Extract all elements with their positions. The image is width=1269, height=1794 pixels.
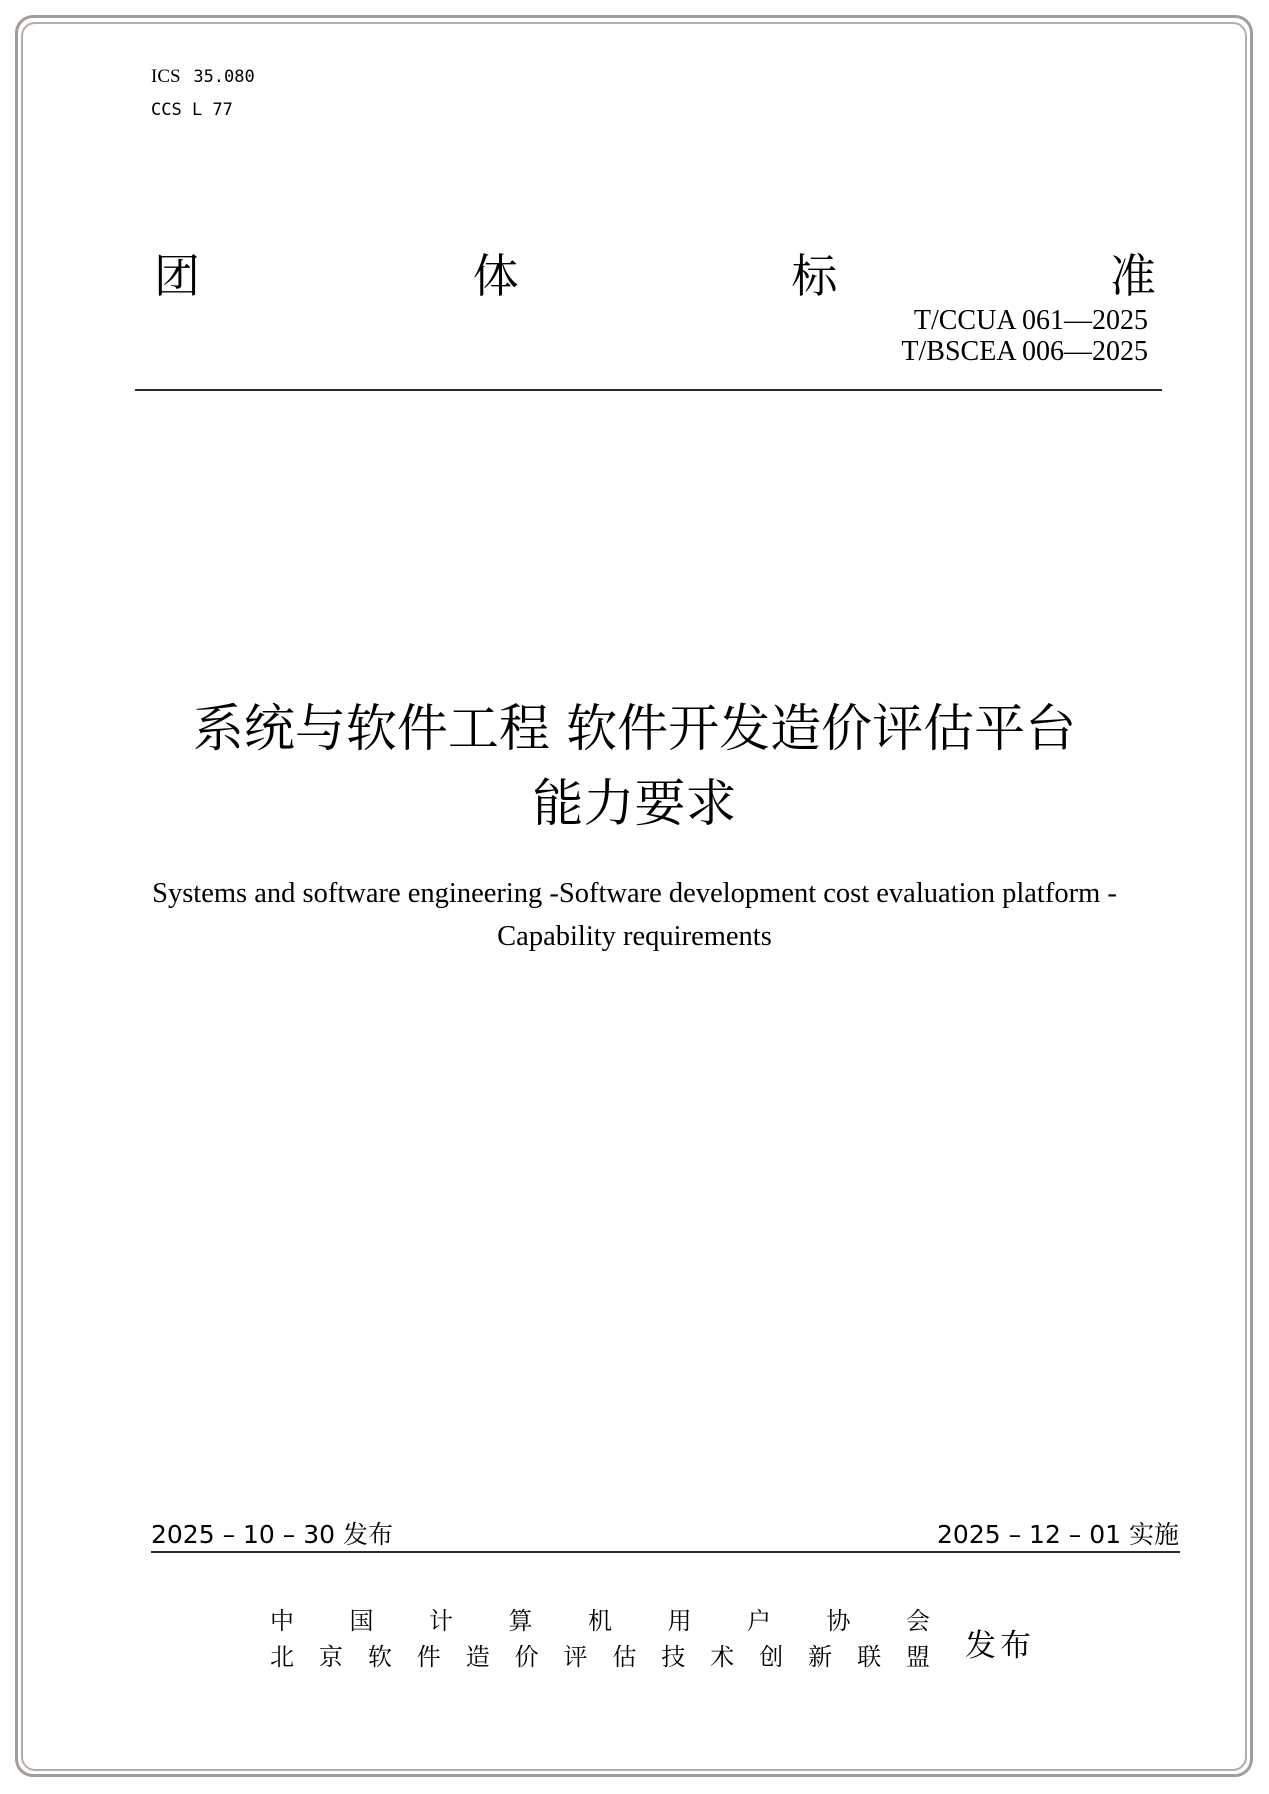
standard-codes xyxy=(901,305,1148,367)
standard-type-char: 体 xyxy=(472,249,519,303)
publisher-char: 造 xyxy=(465,1643,490,1671)
ccs-classification: CCS L 77 xyxy=(151,100,233,120)
publisher-char: 中 xyxy=(270,1607,294,1635)
publisher-char: 新 xyxy=(808,1643,833,1671)
publisher-ccua xyxy=(270,1603,930,1639)
ics-label: ICS xyxy=(151,66,181,87)
english-title-line-1: Systems and software engineering -Software development cost evaluation platform - xyxy=(152,878,1117,909)
chinese-title xyxy=(0,692,1269,842)
publisher-char: 件 xyxy=(416,1643,441,1671)
publish-label: 发布 xyxy=(965,1628,1035,1664)
publisher-char: 联 xyxy=(857,1643,882,1671)
chinese-title-line-2: 能力要求 xyxy=(532,775,737,834)
publisher-char: 评 xyxy=(563,1643,588,1671)
publisher-char: 北 xyxy=(270,1643,294,1671)
publisher-char: 价 xyxy=(514,1643,539,1671)
dates-divider xyxy=(151,1551,1180,1553)
publisher-char: 盟 xyxy=(905,1643,930,1671)
publisher-bscea xyxy=(270,1639,930,1675)
publisher-char: 创 xyxy=(759,1643,784,1671)
publisher-char: 软 xyxy=(367,1643,392,1671)
issue-date: 2025 – 10 – 30 发布 xyxy=(151,1520,393,1549)
publisher-char: 计 xyxy=(429,1607,453,1635)
standard-type-char: 标 xyxy=(791,249,838,303)
dates-row xyxy=(151,1520,1179,1550)
header-divider xyxy=(135,389,1162,391)
publisher-char: 术 xyxy=(710,1643,735,1671)
standard-type-heading xyxy=(154,248,1156,304)
english-title-line-2: Capability requirements xyxy=(497,921,772,952)
publisher-char: 机 xyxy=(588,1607,612,1635)
publisher-char: 估 xyxy=(612,1643,637,1671)
publisher-char: 户 xyxy=(747,1607,771,1635)
publisher-char: 国 xyxy=(349,1607,374,1635)
standard-code-bscea: T/BSCEA 006—2025 xyxy=(901,336,1148,367)
publisher-char: 协 xyxy=(826,1607,851,1635)
standard-type-char: 准 xyxy=(1109,249,1156,303)
ics-code: 35.080 xyxy=(193,67,255,87)
publisher-char: 用 xyxy=(667,1607,692,1635)
implementation-date: 2025 – 12 – 01 实施 xyxy=(937,1520,1179,1549)
ics-classification xyxy=(151,66,255,88)
publisher-char: 会 xyxy=(906,1607,930,1635)
standard-type-char: 团 xyxy=(154,249,200,303)
publisher-char: 京 xyxy=(318,1643,343,1671)
english-title xyxy=(0,872,1269,958)
standard-code-ccua: T/CCUA 061—2025 xyxy=(913,305,1148,336)
publishers-block xyxy=(270,1603,930,1675)
publisher-char: 算 xyxy=(508,1607,533,1635)
chinese-title-line-1: 系统与软件工程 软件开发造价评估平台 xyxy=(192,700,1077,759)
publisher-char: 技 xyxy=(661,1643,686,1671)
